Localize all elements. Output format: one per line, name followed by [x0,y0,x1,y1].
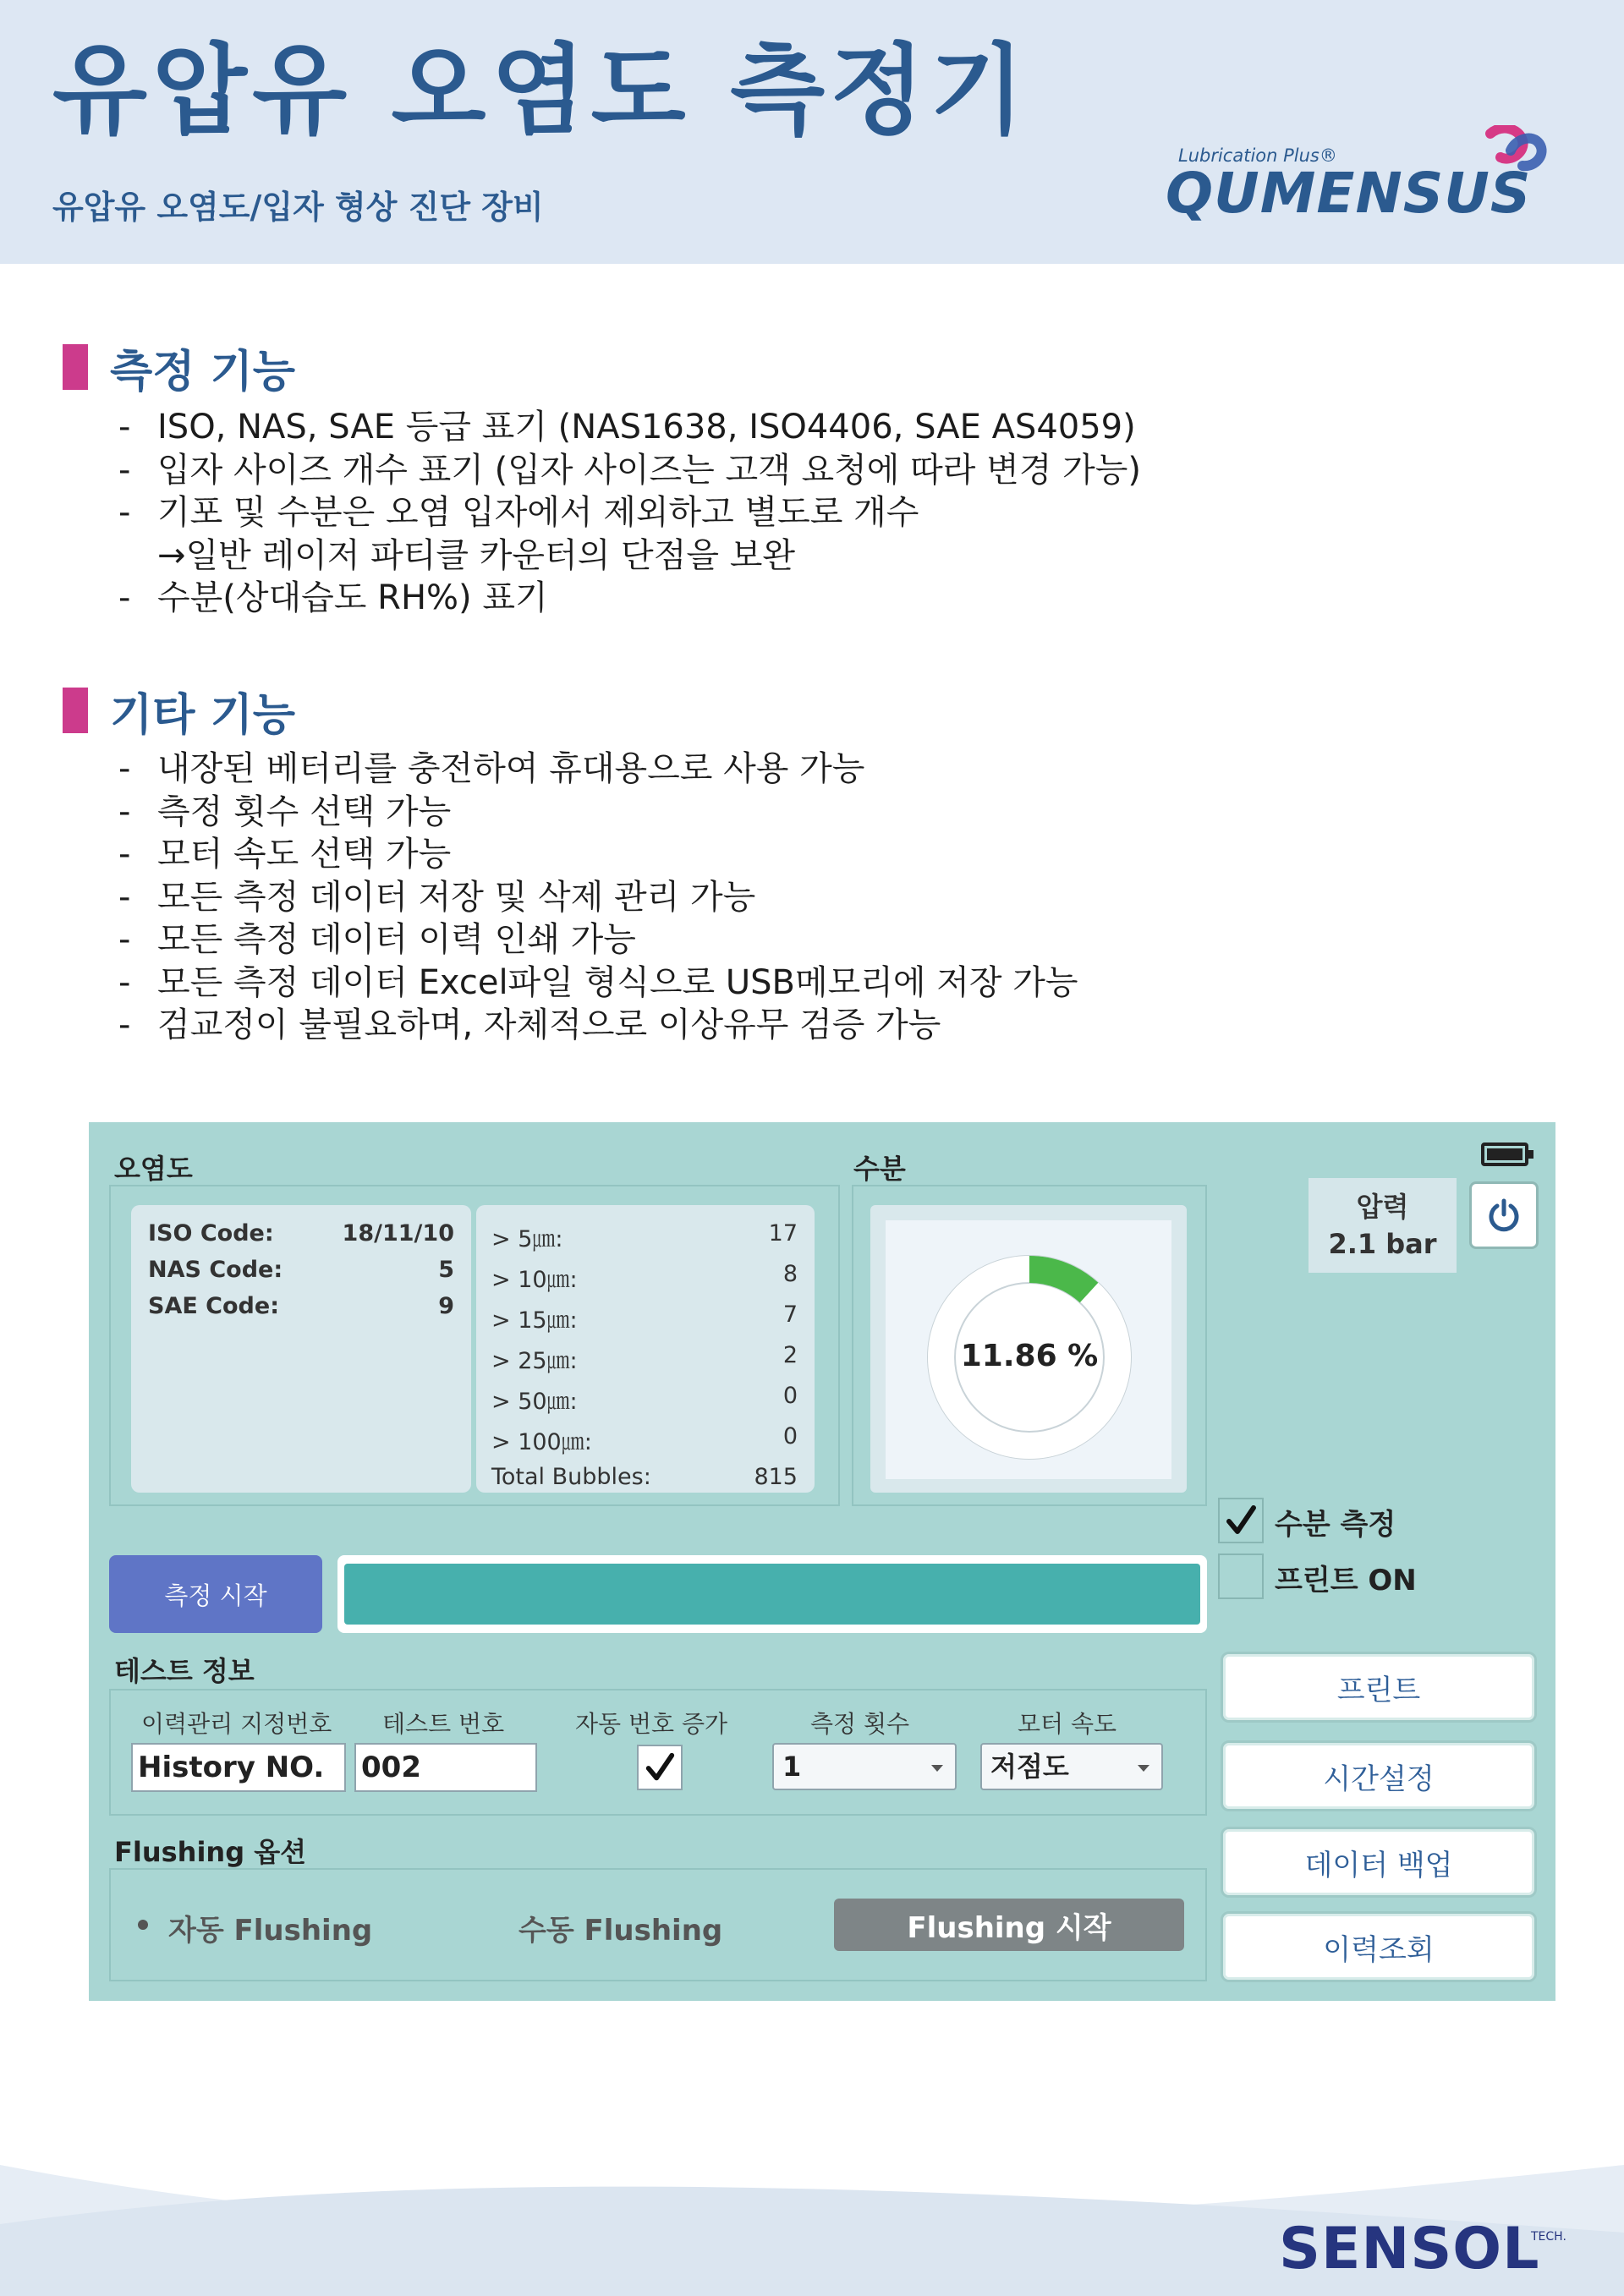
particle-value: 815 [754,1464,798,1490]
print-button[interactable]: 프린트 [1221,1652,1537,1723]
checkmark-icon [1223,1503,1259,1538]
particle-label: > 50㎛: [491,1389,578,1415]
list-item: - 내장된 베터리를 충전하여 휴대용으로 사용 가능 [118,749,865,788]
section-title-measure: 측정 기능 [110,346,296,397]
logo-name: QUMENSUS [1166,161,1532,226]
checkmark-icon [643,1751,677,1784]
particle-value: 8 [782,1261,798,1287]
particle-label: > 25㎛: [491,1348,578,1374]
moisture-value: 11.86 % [960,1339,1099,1373]
page-subtitle: 유압유 오염도/입자 형상 진단 장비 [52,189,544,226]
progress-fill [344,1564,1200,1625]
moisture-label: 수분 [853,1153,906,1185]
qumensus-logo-icon [1485,125,1548,173]
particle-value: 2 [782,1342,798,1368]
test-info-label: 테스트 정보 [114,1655,255,1687]
list-item: - 측정 횟수 선택 가능 [118,792,452,831]
section-header-other [63,685,296,741]
iso-code-label: ISO Code: [148,1220,274,1247]
particle-value: 7 [782,1301,798,1328]
list-item: - 입자 사이즈 개수 표기 (입자 사이즈는 고객 요청에 따라 변경 가능) [118,450,1141,490]
header-band [0,0,1624,264]
measure-feature-list [118,406,1141,620]
chevron-down-icon [931,1765,943,1772]
list-item: - 기포 및 수분은 오염 입자에서 제외하고 별도로 개수 [118,493,919,532]
page-title: 유압유 오염도 측정기 [52,34,1030,148]
section-title-other: 기타 기능 [110,689,296,741]
particle-label: > 100㎛: [491,1429,592,1455]
auto-increment-checkbox[interactable] [637,1745,683,1790]
test-number-input[interactable]: 002 [354,1743,537,1792]
time-setting-button[interactable]: 시간설정 [1221,1740,1537,1811]
section-marker [63,344,88,390]
particle-label: > 5㎛: [491,1226,563,1252]
power-icon [1484,1196,1523,1235]
power-button[interactable] [1469,1181,1539,1249]
list-item: - 검교정이 불필요하며, 자체적으로 이상유무 검증 가능 [118,1006,941,1044]
measure-count-select[interactable] [772,1743,957,1790]
other-feature-list [118,748,1078,1047]
manual-flushing-option[interactable]: 수동 Flushing [518,1914,723,1948]
list-item: - 모든 측정 데이터 Excel파일 형식으로 USB메모리에 저장 가능 [118,962,1078,1002]
auto-flushing-option[interactable]: 자동 Flushing [168,1914,373,1948]
particle-label: > 10㎛: [491,1267,578,1293]
pressure-label: 압력 [1356,1191,1409,1223]
iso-code-value: 18/11/10 [342,1220,454,1247]
pressure-readout [1309,1178,1457,1273]
device-screen [89,1122,1555,2001]
sensol-logo-suffix: TECH. [1531,2230,1566,2244]
measure-count-value: 1 [782,1751,802,1783]
history-field-head: 이력관리 지정번호 [141,1710,332,1738]
history-number-input[interactable]: History NO. [131,1743,346,1792]
data-backup-button[interactable]: 데이터 백업 [1221,1827,1537,1898]
sae-code-value: 9 [438,1293,454,1319]
section-marker [63,688,88,733]
particle-label: > 15㎛: [491,1307,578,1334]
sensol-logo: SENSOL [1279,2216,1540,2282]
particle-label: Total Bubbles: [491,1464,651,1490]
pressure-value: 2.1 bar [1328,1228,1437,1260]
list-item: - 모든 측정 데이터 이력 인쇄 가능 [118,920,636,959]
flushing-start-button[interactable]: Flushing 시작 [834,1899,1184,1951]
list-item: - 모든 측정 데이터 저장 및 삭제 관리 가능 [118,877,756,917]
particle-value: 0 [782,1423,798,1449]
logo-tagline: Lubrication Plus® [1178,145,1337,166]
battery-icon [1481,1143,1528,1166]
print-on-checkbox[interactable] [1218,1553,1264,1599]
list-item: →일반 레이저 파티클 카운터의 단점을 보완 [157,535,795,575]
list-item: - ISO, NAS, SAE 등급 표기 (NAS1638, ISO4406, SAE AS4059) [118,408,1136,447]
sae-code-label: SAE Code: [148,1293,279,1319]
motor-speed-head: 모터 속도 [1018,1710,1117,1738]
list-item: - 모터 속도 선택 가능 [118,835,452,874]
history-view-button[interactable]: 이력조회 [1221,1911,1537,1982]
test-no-field-head: 테스트 번호 [382,1710,505,1738]
chevron-down-icon [1138,1765,1149,1772]
list-item: - 수분(상대습도 RH%) 표기 [118,578,548,617]
moisture-measure-checkbox[interactable] [1218,1498,1264,1543]
start-measurement-button[interactable]: 측정 시작 [109,1555,322,1633]
moisture-measure-label: 수분 측정 [1275,1508,1396,1542]
progress-bar [337,1555,1207,1633]
auto-increment-head: 자동 번호 증가 [575,1710,728,1738]
flushing-label: Flushing 옵션 [114,1836,307,1868]
particle-value: 0 [782,1383,798,1409]
print-on-label: 프린트 ON [1275,1564,1417,1597]
measure-count-head: 측정 횟수 [810,1710,910,1738]
contamination-label: 오염도 [114,1153,193,1185]
motor-speed-select[interactable] [980,1743,1163,1790]
code-card [131,1205,471,1493]
section-header-measure [63,342,296,397]
nas-code-value: 5 [438,1257,454,1283]
nas-code-label: NAS Code: [148,1257,283,1283]
particle-value: 17 [768,1220,798,1247]
radio-selected-icon [138,1920,148,1930]
motor-speed-value: 저점도 [990,1751,1069,1783]
